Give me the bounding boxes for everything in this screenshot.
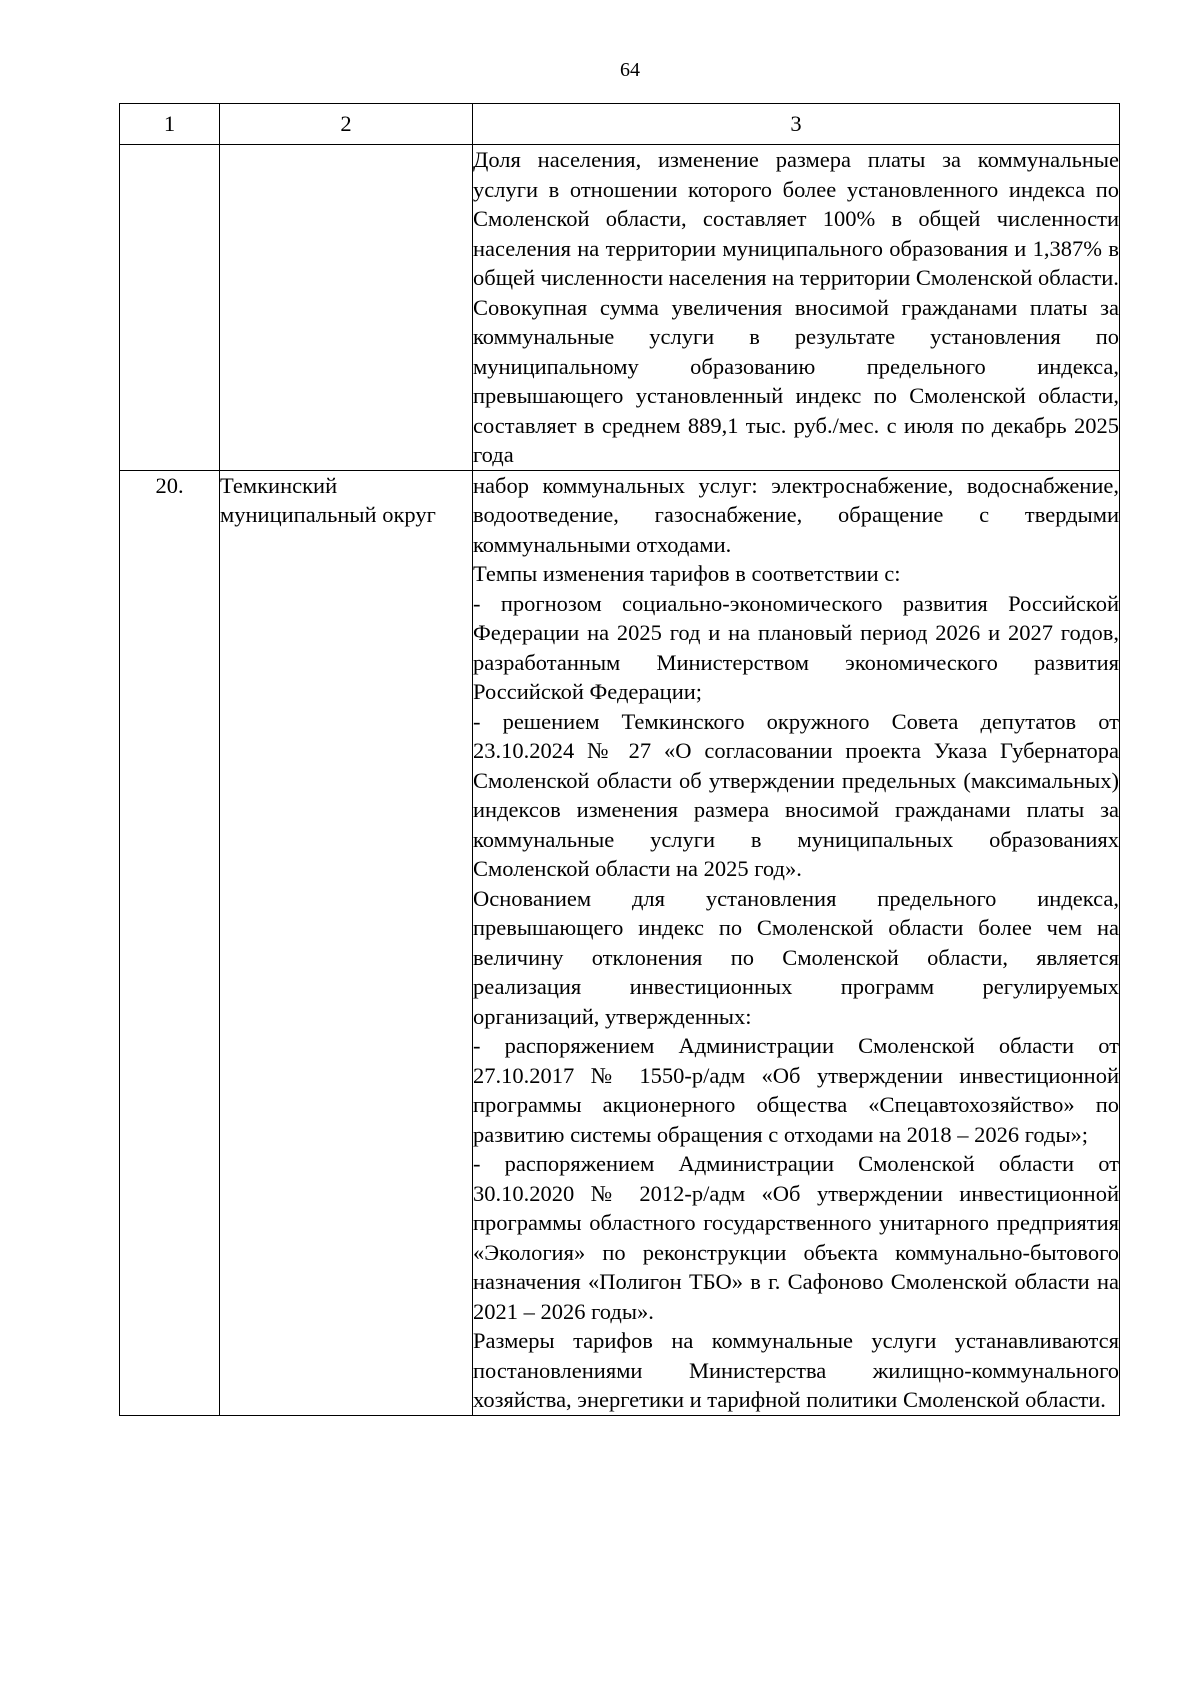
row-number (120, 145, 220, 471)
row-number: 20. (120, 470, 220, 1415)
description-cell (473, 470, 1120, 1415)
municipality-name (220, 145, 473, 471)
description-paragraph: - распоряжением Администрации Смоленской области от 30.10.2020 № 2012-р/адм «Об утверждении инвестиционной программы областного государственного унитарного предприятия «Экология» по реконструкции объекта коммунально-бытового назначения «Полигон ТБО» в г. Сафоново Смоленской области на 2021 – 2026 годы». (473, 1151, 1119, 1324)
description-paragraph: Темпы изменения тарифов в соответствии с: (473, 561, 901, 586)
page-number: 64 (620, 59, 640, 81)
table-row (120, 470, 1120, 1415)
description-paragraph: Совокупная сумма увеличения вносимой гражданами платы за коммунальные услуги в результате установления по муниципальному образованию предельного индекса, превышающего установленный индекс по Смоленской области, составляет в среднем 889,1 тыс. руб./мес. с июля по декабрь 2025 года (473, 294, 1119, 467)
description-cell (473, 145, 1120, 471)
description-paragraph: Размеры тарифов на коммунальные услуги устанавливаются постановлениями Министерства жилищно-коммунального хозяйства, энергетики и тарифной политики Смоленской области. (473, 1328, 1119, 1412)
description-paragraph: - решением Темкинского окружного Совета депутатов от 23.10.2024 № 27 «О согласовании проекта Указа Губернатора Смоленской области об утверждении предельных (максимальных) индексов изменения размера вносимой гражданами платы за коммунальные услуги в муниципальных образованиях Смоленской области на 2025 год». (473, 708, 1119, 881)
description-paragraph: - распоряжением Администрации Смоленской области от 27.10.2017 № 1550-р/адм «Об утверждении инвестиционной программы акционерного общества «Спецавтохозяйство» по развитию системы обращения с отходами на 2018 – 2026 годы»; (473, 1033, 1119, 1147)
municipality-name: Темкинский муниципальный округ (220, 470, 473, 1415)
column-header-3: 3 (473, 104, 1120, 145)
description-paragraph: набор коммунальных услуг: электроснабжение, водоснабжение, водоотведение, газоснабжение, обращение с твердыми коммунальными отходами. (473, 472, 1119, 557)
description-paragraph: Основанием для установления предельного индекса, превышающего индекс по Смоленской области более чем на величину отклонения по Смоленской области, является реализация инвестиционных программ регулируемых организаций, утвержденных: (473, 885, 1119, 1029)
column-header-2: 2 (220, 104, 473, 145)
tariff-table (119, 103, 1120, 1416)
description-paragraph: Доля населения, изменение размера платы за коммунальные услуги в отношении которого более установленного индекса по Смоленской области, составляет 100% в общей численности населения на территории муниципального образования и 1,387% в общей численности населения на территории Смоленской области. (473, 147, 1119, 290)
table-header-row (120, 104, 1120, 145)
description-paragraph: - прогнозом социально-экономического развития Российской Федерации на 2025 год и на плановый период 2026 и 2027 годов, разработанным Министерством экономического развития Российской Федерации; (473, 590, 1119, 704)
column-header-1: 1 (120, 104, 220, 145)
table-row (120, 145, 1120, 471)
